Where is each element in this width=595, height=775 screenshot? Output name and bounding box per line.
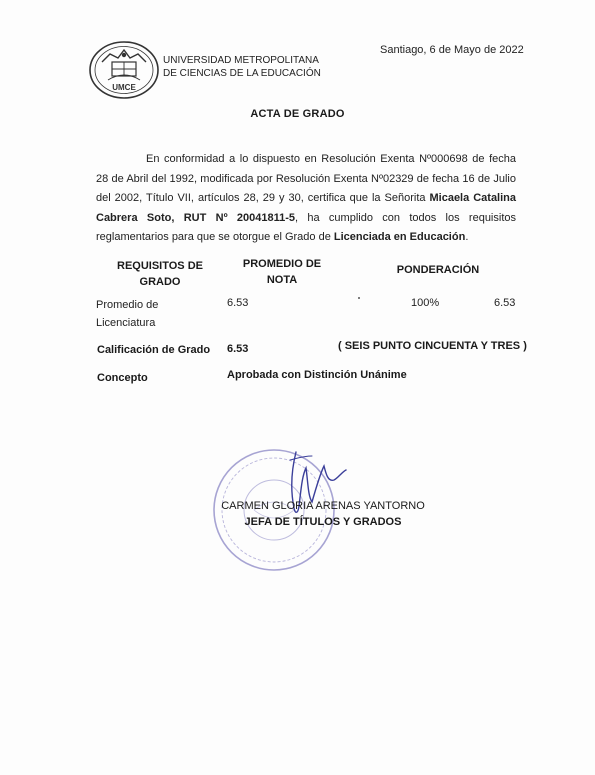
certification-paragraph — [96, 150, 516, 248]
degree-name: Licenciada en Educación — [333, 231, 466, 243]
row-ponderacion: 100% — [411, 297, 440, 309]
row-nota: 6.53 — [227, 297, 249, 309]
umce-crest-icon — [88, 40, 160, 100]
document-date: Santiago, 6 de Mayo de 2022 — [380, 44, 524, 56]
grade-label: Calificación de Grado — [97, 344, 211, 356]
paragraph-end: . — [465, 231, 469, 243]
row-requisito-line1: Promedio de — [96, 299, 159, 311]
paragraph-text-1: En conformidad a lo dispuesto en Resolución Exenta Nº000698 de fecha 28 de Abril del 1992, modificada por Resolución Exenta Nº02329 de fecha 16 de Julio del 2002, Título VII, artículos 28, 29 y 30, certifica que la Señorita — [96, 153, 516, 204]
signer-block — [208, 498, 438, 530]
header-requisitos-line2: GRADO — [139, 276, 181, 288]
university-name-line1: UNIVERSIDAD METROPOLITANA — [163, 55, 319, 66]
signer-name: CARMEN GLORIA ARENAS YANTORNO — [221, 500, 425, 512]
university-name — [163, 55, 321, 80]
document-title: ACTA DE GRADO — [250, 108, 345, 120]
signer-role: JEFA DE TÍTULOS Y GRADOS — [244, 516, 402, 528]
row-requisito — [96, 296, 158, 332]
header-promedio-line1: PROMEDIO DE — [242, 258, 322, 270]
logo-text: UMCE — [112, 83, 136, 92]
stray-dot — [358, 297, 360, 299]
header-promedio-line2: NOTA — [266, 274, 298, 286]
grade-value: 6.53 — [227, 343, 249, 355]
concept-value: Aprobada con Distinción Unánime — [227, 369, 407, 381]
student-name: Micaela Catalina Cabrera Soto, RUT Nº 20041811-5 — [96, 192, 517, 224]
header-requisitos-line1: REQUISITOS DE — [117, 260, 203, 272]
header-requisitos — [100, 258, 220, 290]
university-name-line2: DE CIENCIAS DE LA EDUCACIÓN — [163, 67, 321, 79]
header-ponderacion: PONDERACIÓN — [396, 264, 480, 276]
concept-label: Concepto — [97, 372, 148, 384]
header-promedio — [222, 256, 342, 288]
row-resultado: 6.53 — [494, 297, 516, 309]
paragraph-text-2: , ha cumplido con todos los requisitos reglamentarios para que se otorgue el Grado de — [96, 211, 516, 243]
grade-words: ( SEIS PUNTO CINCUENTA Y TRES ) — [338, 340, 527, 352]
row-requisito-line2: Licenciatura — [96, 317, 156, 329]
